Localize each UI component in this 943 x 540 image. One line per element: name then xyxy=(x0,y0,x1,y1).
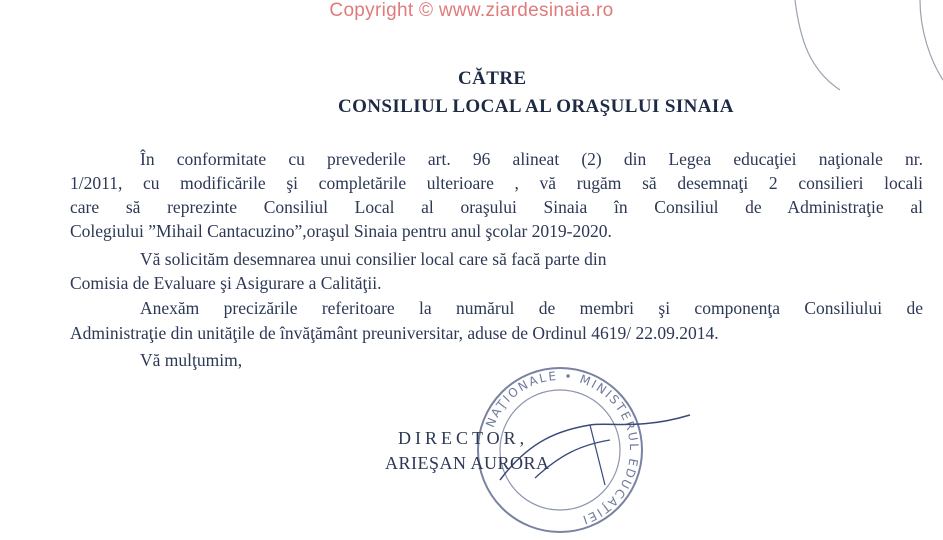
body-line-7: Anexăm precizările referitoare la numărul de membri şi componenţa Consiliului de xyxy=(140,298,923,318)
signature-title: DIRECTOR, xyxy=(398,428,529,448)
body-line-3: care să reprezinte Consiliul Local al oraşului Sinaia în Consiliul de Administraţie al xyxy=(70,197,923,217)
stamp-text: NAŢIONALE • MINISTERUL EDUCAŢIEI xyxy=(483,368,642,528)
corner-pen-mark xyxy=(770,0,943,110)
signature-name: ARIEŞAN AURORA xyxy=(385,453,550,473)
copyright-watermark: Copyright © www.ziardesinaia.ro xyxy=(329,0,614,21)
body-line-5: Vă solicităm desemnarea unui consilier local care să facă parte din xyxy=(140,249,607,269)
body-line-6: Comisia de Evaluare şi Asigurare a Calităţii. xyxy=(70,273,382,293)
body-line-4: Colegiului ”Mihail Cantacuzino”,oraşul Sinaia pentru anul şcolar 2019-2020. xyxy=(70,221,612,241)
heading-council: CONSILIUL LOCAL AL ORAŞULUI SINAIA xyxy=(338,96,734,117)
body-line-2: 1/2011, cu modificările şi completările ulterioare , vă rugăm să desemnaţi 2 consilieri locali xyxy=(70,173,923,193)
body-line-1: În conformitate cu prevederile art. 96 alineat (2) din Legea educaţiei naţionale nr. xyxy=(140,149,923,169)
closing-thanks: Vă mulţumim, xyxy=(140,350,243,370)
body-line-8: Administraţie din unităţile de învăţământ preuniversitar, aduse de Ordinul 4619/ 22.09.2014. xyxy=(70,323,719,343)
heading-addressee: CĂTRE xyxy=(458,68,527,89)
